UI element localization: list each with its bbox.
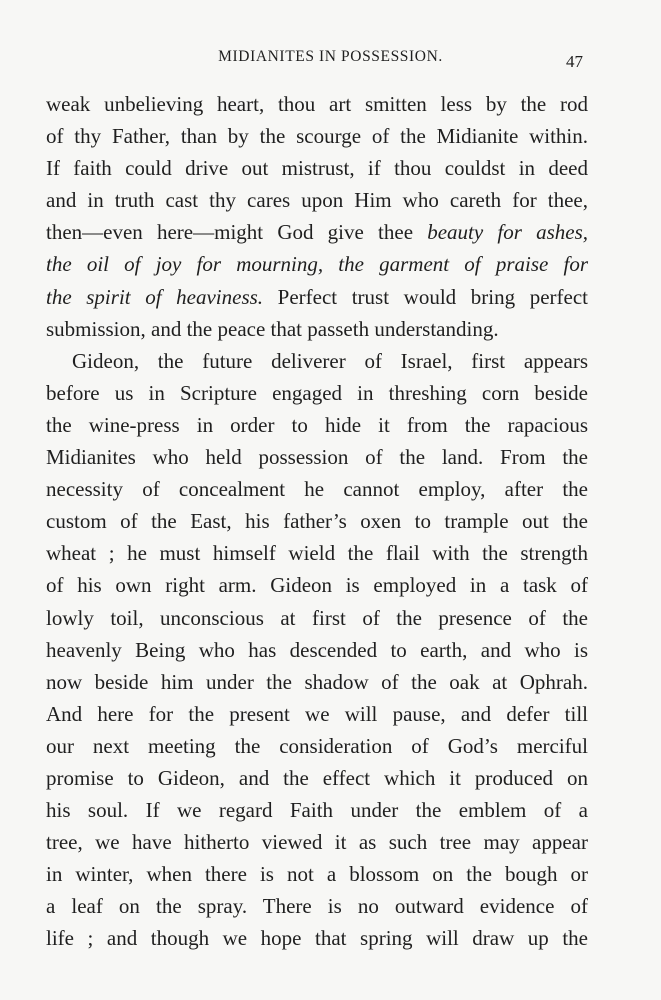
text-line: Midianites who held possession of the land. From the — [46, 445, 588, 470]
text-line: heavenly Being who has descended to earth, and who is — [46, 637, 588, 662]
text-line — [46, 216, 588, 248]
running-title: MIDIANITES IN POSSESSION. — [218, 48, 443, 65]
page-number: 47 — [566, 52, 583, 71]
text-run: Perfect trust would bring perfect — [263, 284, 588, 309]
text-run: then—even here—might God give thee — [46, 220, 428, 245]
text-line: and in truth cast thy cares upon Him who careth for thee, — [46, 188, 588, 213]
text-line: the wine-press in order to hide it from the rapacious — [46, 412, 588, 437]
scripture-quote: the oil of joy for mourning, the garment of praise for — [46, 252, 588, 277]
text-line — [46, 248, 588, 280]
text-line: promise to Gideon, and the effect which it produced on — [46, 765, 588, 790]
text-line: necessity of concealment he cannot employ, after the — [46, 477, 588, 502]
text-line: If faith could drive out mistrust, if thou couldst in deed — [46, 156, 588, 181]
text-line: Gideon, the future deliverer of Israel, first appears — [72, 348, 588, 373]
text-line: wheat ; he must himself wield the flail with the strength — [46, 541, 588, 566]
text-line: our next meeting the consideration of God’s merciful — [46, 733, 588, 758]
text-line: tree, we have hitherto viewed it as such tree may appear — [46, 830, 588, 855]
text-line: now beside him under the shadow of the oak at Ophrah. — [46, 669, 588, 694]
text-line: lowly toil, unconscious at first of the presence of the — [46, 605, 588, 630]
text-line: his soul. If we regard Faith under the emblem of a — [46, 798, 588, 823]
text-line: submission, and the peace that passeth understanding. — [46, 316, 499, 341]
text-line: of his own right arm. Gideon is employed in a task of — [46, 573, 588, 598]
text-line: weak unbelieving heart, thou art smitten less by the rod — [46, 92, 588, 116]
text-line: before us in Scripture engaged in threshing corn beside — [46, 380, 588, 405]
body-text — [46, 88, 588, 955]
text-line: in winter, when there is not a blossom on the bough or — [46, 862, 588, 887]
scripture-quote: beauty for ashes, — [427, 220, 588, 245]
scripture-quote: the spirit of heaviness. — [46, 284, 264, 309]
text-line: And here for the present we will pause, and defer till — [46, 701, 588, 726]
text-line: custom of the East, his father’s oxen to trample out the — [46, 509, 588, 534]
text-line — [46, 281, 588, 313]
page-header — [0, 44, 661, 72]
text-line: a leaf on the spray. There is no outward evidence of — [46, 894, 588, 919]
text-line: life ; and though we hope that spring will draw up the — [46, 926, 588, 951]
text-line: of thy Father, than by the scourge of the Midianite within. — [46, 124, 588, 149]
